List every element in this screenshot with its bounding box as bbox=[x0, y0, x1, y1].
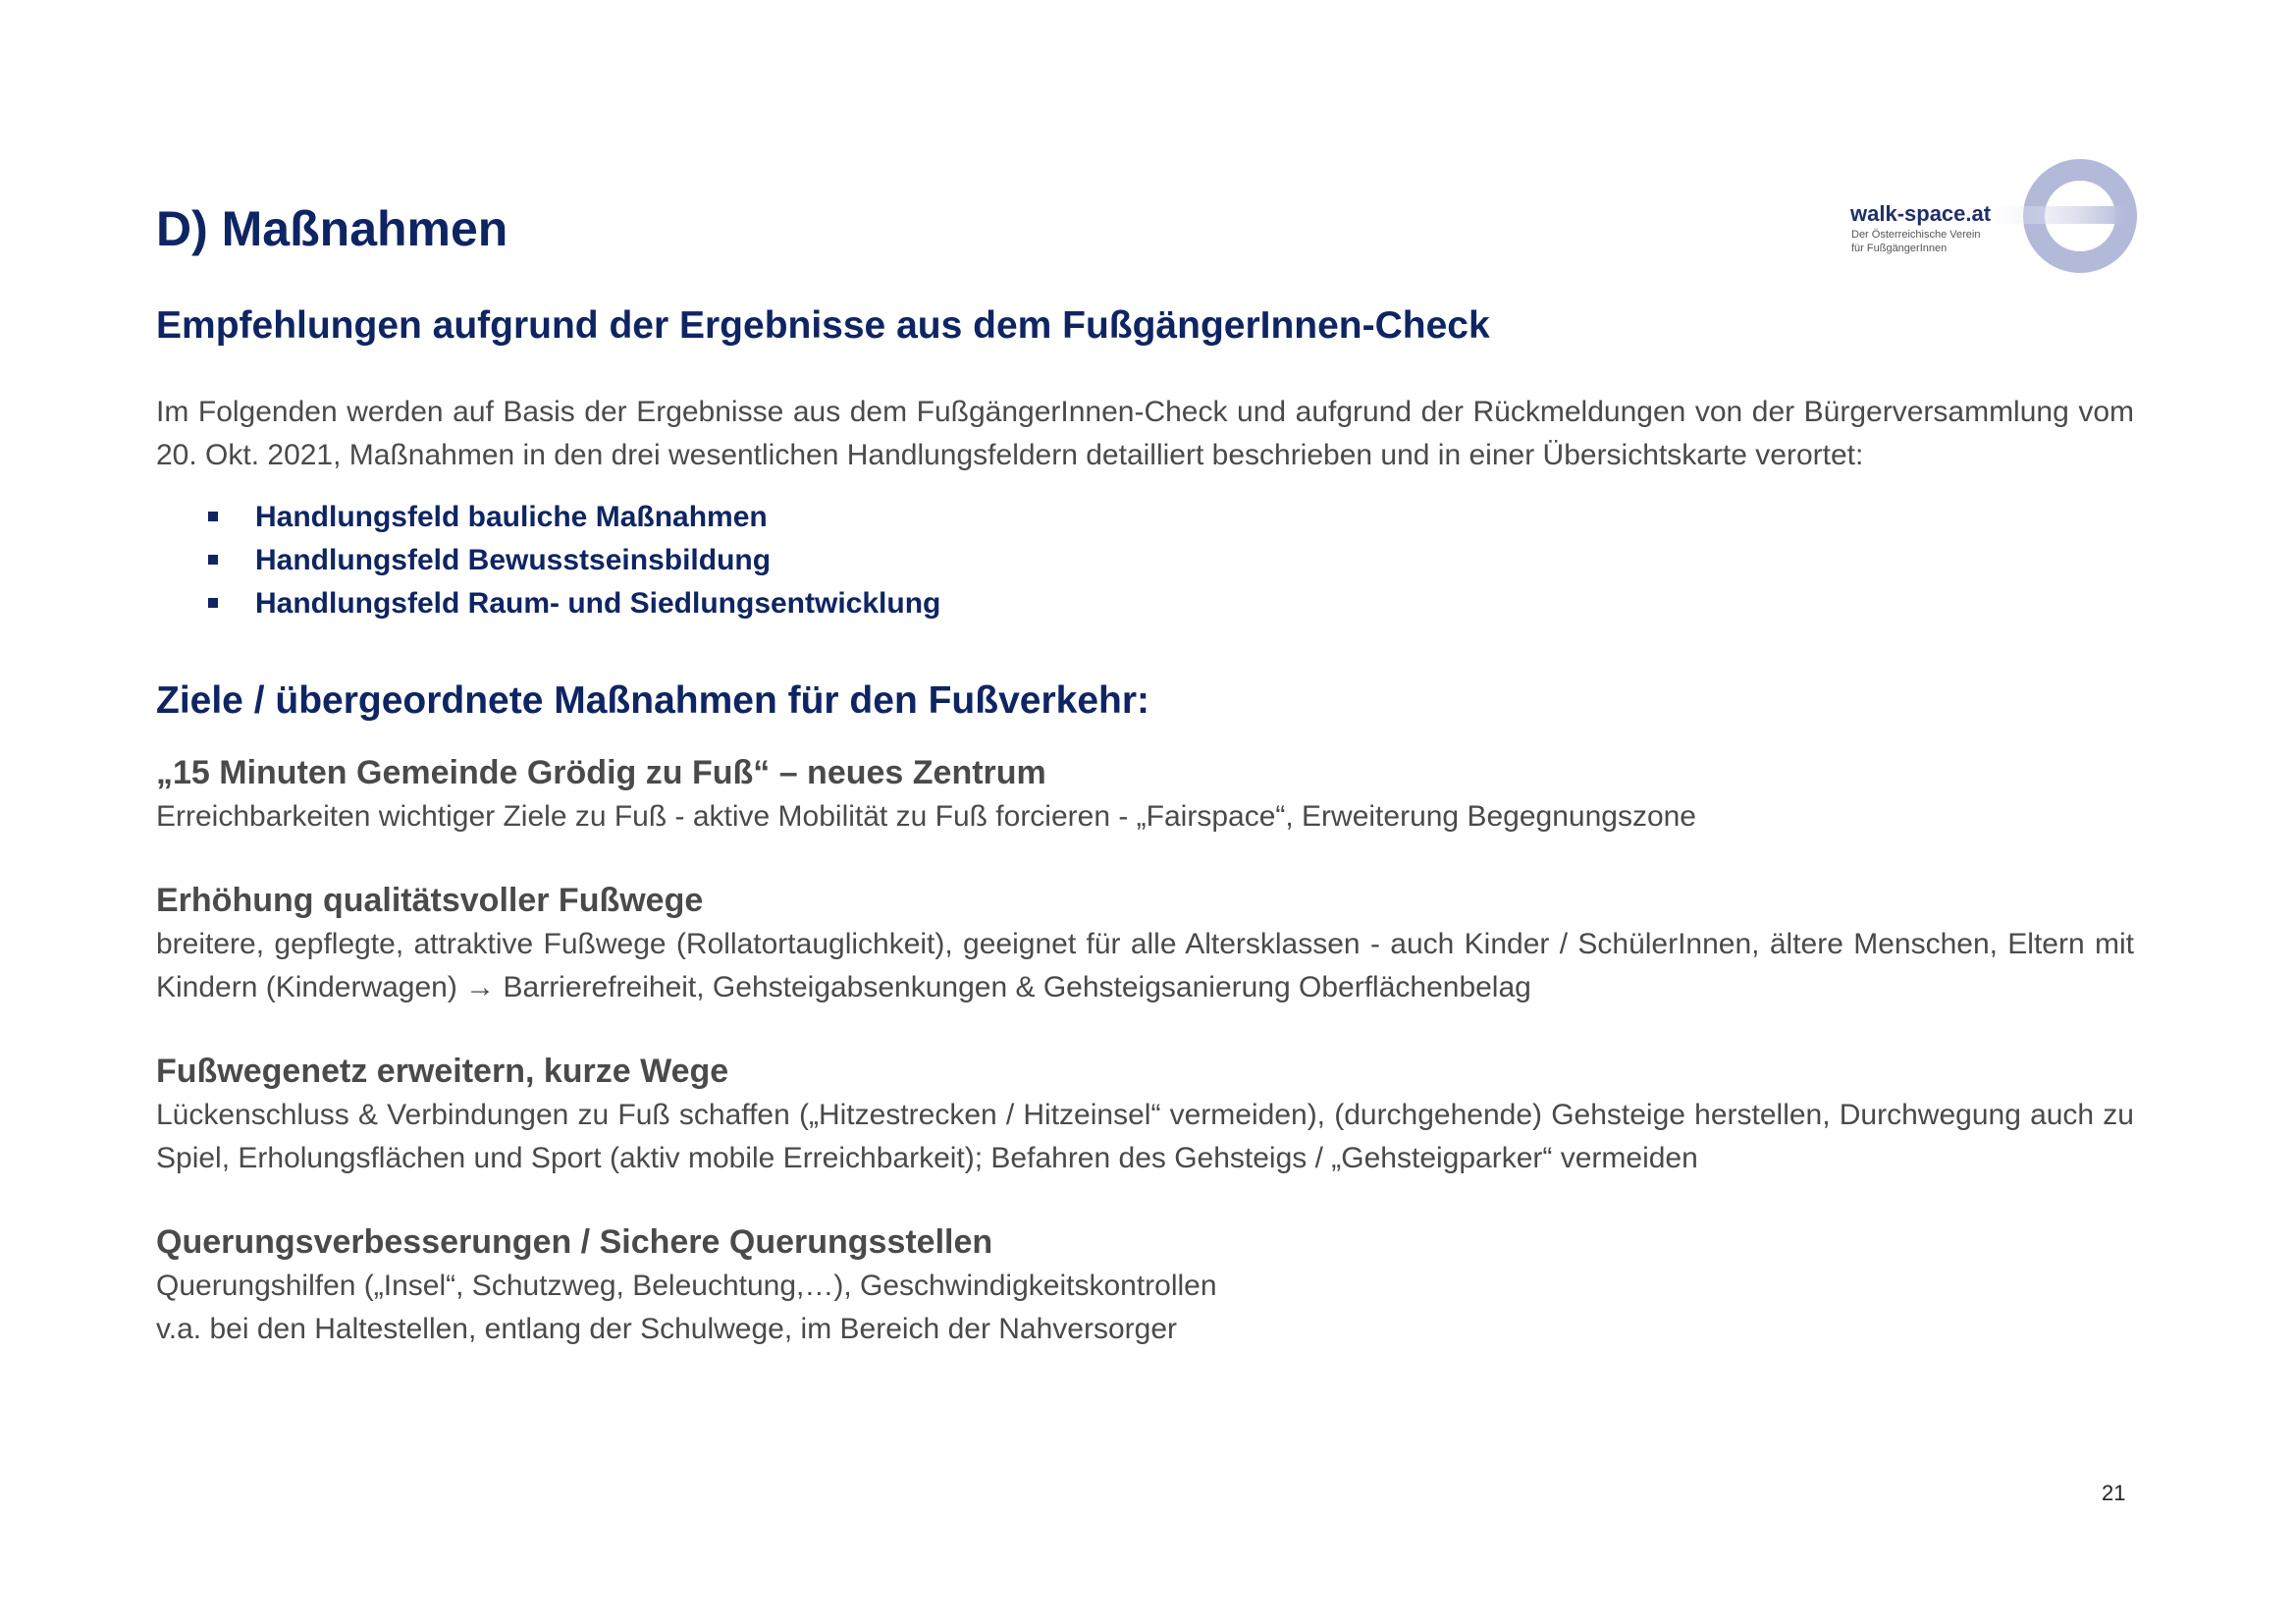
walk-space-logo bbox=[1843, 157, 2138, 275]
goal-text-line2: v.a. bei den Haltestellen, entlang der Schulwege, im Bereich der Nahversorger bbox=[156, 1313, 1178, 1345]
goal-title: „15 Minuten Gemeinde Grödig zu Fuß“ – neues Zentrum bbox=[156, 754, 1046, 791]
page-number: 21 bbox=[2102, 1481, 2126, 1505]
action-fields-list bbox=[206, 496, 940, 625]
list-item bbox=[206, 539, 940, 582]
goal-text-line1: Querungshilfen („Insel“, Schutzweg, Beleuchtung,…), Geschwindigkeitskontrollen bbox=[156, 1270, 1217, 1302]
recommendations-heading: Empfehlungen aufgrund der Ergebnisse aus dem FußgängerInnen-Check bbox=[156, 304, 1490, 347]
goal-title: Querungsverbesserungen / Sichere Querungsstellen bbox=[156, 1223, 993, 1261]
goal-title: Erhöhung qualitätsvoller Fußwege bbox=[156, 882, 704, 919]
bullet-square-icon bbox=[208, 512, 218, 521]
bullet-square-icon bbox=[208, 555, 218, 565]
action-field-label: Handlungsfeld Raum- und Siedlungsentwicklung bbox=[255, 587, 941, 620]
goal-block bbox=[156, 878, 2134, 1009]
action-field-label: Handlungsfeld bauliche Maßnahmen bbox=[255, 501, 768, 533]
goal-block bbox=[156, 750, 2134, 839]
goal-text: Lückenschluss & Verbindungen zu Fuß schaffen („Hitzestrecken / Hitzeinsel“ vermeiden), (durchgehende) Gehsteige herstellen, Durchwegung auch zu Spiel, Erholungsflächen und Sport (aktiv mobile Erreichbarkeit); Befahren des Gehsteigs / „Gehsteigparker“ vermeiden bbox=[156, 1099, 2134, 1174]
recommendations-intro: Im Folgenden werden auf Basis der Ergebnisse aus dem FußgängerInnen-Check und aufgrund der Rückmeldungen von der Bürgerversammlung vom 20. Okt. 2021, Maßnahmen in den drei wesentlichen Handlungsfeldern detailliert beschrieben und in einer Übersichtskarte verortet: bbox=[156, 396, 2134, 471]
list-item bbox=[206, 496, 940, 539]
goal-text: breitere, gepflegte, attraktive Fußwege (Rollatortauglichkeit), geeignet für alle Altersklassen - auch Kinder / SchülerInnen, ältere Menschen, Eltern mit Kindern (Kinderwagen) → Barrierefreiheit, Gehsteigabsenkungen & Gehsteigsanierung Oberflächenbelag bbox=[156, 928, 2134, 1003]
goals-heading: Ziele / übergeordnete Maßnahmen für den Fußverkehr: bbox=[156, 679, 1150, 722]
page-title: D) Maßnahmen bbox=[156, 201, 508, 256]
goal-block bbox=[156, 1219, 2134, 1351]
logo-brand-text: walk-space.at bbox=[1850, 201, 1992, 226]
action-field-label: Handlungsfeld Bewusstseinsbildung bbox=[255, 544, 772, 576]
bullet-square-icon bbox=[208, 598, 218, 608]
goal-text: Erreichbarkeiten wichtiger Ziele zu Fuß - aktive Mobilität zu Fuß forcieren - „Fairspace“, Erweiterung Begegnungszone bbox=[156, 800, 1696, 833]
goal-block bbox=[156, 1049, 2134, 1180]
goal-title: Fußwegenetz erweitern, kurze Wege bbox=[156, 1053, 729, 1090]
logo-tagline-line1: Der Österreichische Verein bbox=[1851, 229, 1981, 241]
logo-tagline-line2: für FußgängerInnen bbox=[1851, 243, 1948, 254]
list-item bbox=[206, 582, 940, 625]
